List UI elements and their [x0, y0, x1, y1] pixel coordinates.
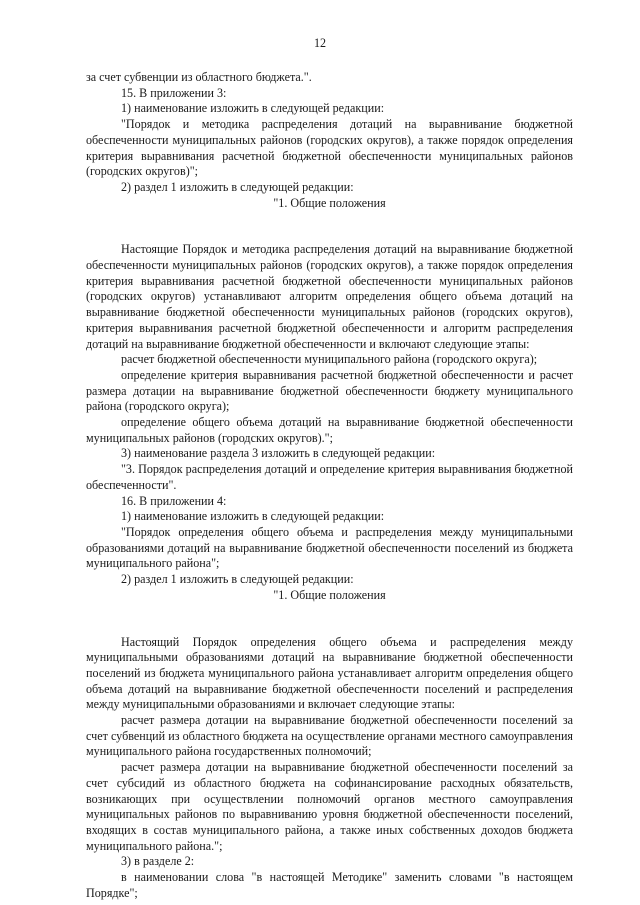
paragraph: 1) наименование изложить в следующей редакции: — [121, 509, 385, 524]
spacer — [86, 211, 573, 242]
paragraph: расчет размера дотации на выравнивание бюджетной обеспеченности поселений за счет субсидий из областного бюджета на софинансирование расходных обязательств, возникающих при осуществлении полномочий органов местного самоуправления муниципальных районов по выравниванию уровня бюджетной обеспеченности поселений, входящих в состав муниципального района, а также иных собственных доходов бюджета муниципального района."; — [86, 760, 573, 853]
document-body — [86, 70, 573, 901]
paragraph: Настоящий Порядок определения общего объема и распределения между муниципальными образованиями дотаций на выравнивание бюджетной обеспеченности поселений из бюджета муниципального района устанавливает алгоритм определения общего объема дотаций на выравнивание бюджетной обеспеченности поселений и распределения между муниципальными образованиями и включает следующие этапы: — [86, 634, 573, 712]
section-heading: "1. Общие положения — [273, 195, 386, 210]
spacer — [86, 604, 573, 635]
paragraph: расчет размера дотации на выравнивание бюджетной обеспеченности поселений за счет субвенций из областного бюджета на осуществление органами местного самоуправления муниципального района государственных полномочий; — [86, 713, 573, 759]
paragraph: "3. Порядок распределения дотаций и определение критерия выравнивания бюджетной обеспеченности". — [86, 462, 573, 492]
paragraph: 3) в разделе 2: — [121, 854, 195, 869]
paragraph: 3) наименование раздела 3 изложить в следующей редакции: — [121, 446, 436, 461]
paragraph: определение общего объема дотаций на выравнивание бюджетной обеспеченности муниципальных районов (городских округов)."; — [86, 415, 573, 445]
section-heading: "1. Общие положения — [273, 587, 386, 602]
paragraph: "Порядок определения общего объема и распределения между муниципальными образованиями дотаций на выравнивание бюджетной обеспеченности поселений из бюджета муниципального района"; — [86, 524, 573, 571]
paragraph: в наименовании слова "в настоящей Методике" заменить словами "в настоящем Порядке"; — [86, 870, 573, 900]
paragraph: определение критерия выравнивания расчетной бюджетной обеспеченности и расчет размера дотации на выравнивание бюджетной обеспеченности бюджету муниципального района (городского округа); — [86, 367, 573, 414]
paragraph: "Порядок и методика распределения дотаций на выравнивание бюджетной обеспеченности муниципальных районов (городских округов), а также порядок определения критерия выравнивания расчетной бюджетной обеспеченности муниципальных районов (городских округов)"; — [86, 117, 573, 179]
paragraph: расчет бюджетной обеспеченности муниципального района (городского округа); — [121, 352, 538, 367]
paragraph: 16. В приложении 4: — [121, 493, 227, 508]
paragraph: 15. В приложении 3: — [121, 85, 227, 100]
paragraph: 2) раздел 1 изложить в следующей редакции: — [121, 572, 354, 587]
paragraph: 2) раздел 1 изложить в следующей редакции: — [121, 179, 354, 194]
paragraph: за счет субвенции из областного бюджета.". — [86, 70, 312, 84]
paragraph: Настоящие Порядок и методика распределения дотаций на выравнивание бюджетной обеспеченности муниципальных районов (городских округов), а также порядок определения критерия выравнивания расчетной бюджетной обеспеченности муниципальных районов (городских округов) устанавливают алгоритм определения общего объема дотаций на выравнивание бюджетной обеспеченности муниципальных районов (городских округов), критерия выравнивания расчетной бюджетной обеспеченности и алгоритм распределения дотаций на выравнивание бюджетной обеспеченности и включают следующие этапы: — [86, 242, 573, 351]
paragraph: 1) наименование изложить в следующей редакции: — [121, 101, 385, 116]
page-number: 12 — [313, 36, 327, 50]
